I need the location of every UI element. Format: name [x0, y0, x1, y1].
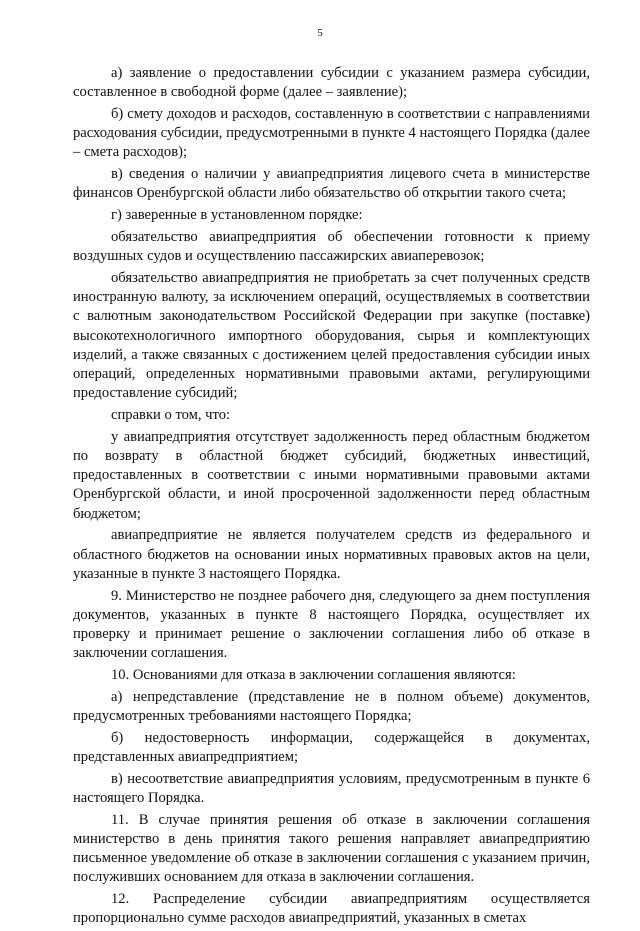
paragraph-certificates: справки о том, что: — [111, 407, 231, 424]
paragraph-b-estimate: б) смету доходов и расходов, составленную в соответствии с направлениями расходования субсидии, предусмотренными в пункте 4 настоящего Порядка (далее – смета расходов); — [73, 106, 590, 161]
paragraph-10-v: в) несоответствие авиапредприятия условиям, предусмотренным в пункте 6 настоящего Порядка. — [73, 770, 590, 807]
document-body — [73, 64, 590, 931]
paragraph-9: 9. Министерство не позднее рабочего дня, следующего за днем поступления документов, указанных в пункте 8 настоящего Порядка, осуществляет их проверку и принимает решение о заключении соглашения либо об отказе в заключении соглашения. — [73, 587, 590, 662]
paragraph-currency-obligation: обязательство авиапредприятия не приобретать за счет полученных средств иностранную валюту, за исключением операций, осуществляемых в соответствии с валютным законодательством Российской Федерации при закупке (поставке) высокотехнологичного импортного оборудования, сырья и комплектующих изделий, а также связанных с достижением целей предоставления субсидии иных операций, определенных нормативными правовыми актами, регулирующими предоставление субсидий; — [73, 270, 590, 402]
paragraph-12: 12. Распределение субсидии авиапредприятиям осуществляется пропорционально сумме расходов авиапредприятий, указанных в сметах — [73, 891, 590, 927]
paragraph-11: 11. В случае принятия решения об отказе в заключении соглашения министерство в день принятия такого решения направляет авиапредприятию письменное уведомление об отказе в заключении соглашения с указанием причин, послуживших основанием для отказа в заключении соглашения. — [73, 811, 590, 886]
paragraph-g-certified: г) заверенные в установленном порядке: — [111, 207, 363, 224]
paragraph-not-recipient: авиапредприятие не является получателем средств из федерального и областного бюджетов на основании иных нормативных правовых актов на цели, указанные в пункте 3 настоящего Порядка. — [73, 527, 590, 582]
paragraph-a-application: а) заявление о предоставлении субсидии с указанием размера субсидии, составленное в свободной форме (далее – заявление); — [73, 65, 590, 101]
paragraph-no-debt: у авиапредприятия отсутствует задолженность перед областным бюджетом по возврату в областной бюджет субсидий, бюджетных инвестиций, предоставленных в соответствии с иными нормативными правовыми актами Оренбургской области, и иной просроченной задолженности перед областным бюджетом; — [73, 428, 590, 522]
paragraph-readiness-obligation: обязательство авиапредприятия об обеспечении готовности к приему воздушных судов и осуществлению пассажирских авиаперевозок; — [73, 229, 590, 265]
paragraph-v-account: в) сведения о наличии у авиапредприятия лицевого счета в министерстве финансов Оренбургской области либо обязательство об открытии такого счета; — [73, 166, 590, 202]
paragraph-10-a: а) непредставление (представление не в полном объеме) документов, предусмотренных требованиями настоящего Порядка; — [73, 688, 590, 725]
page-number: 5 — [317, 27, 323, 39]
paragraph-10-b: б) недостоверность информации, содержащейся в документах, представленных авиапредприятием; — [73, 729, 590, 766]
paragraph-10: 10. Основаниями для отказа в заключении соглашения являются: — [111, 667, 516, 684]
